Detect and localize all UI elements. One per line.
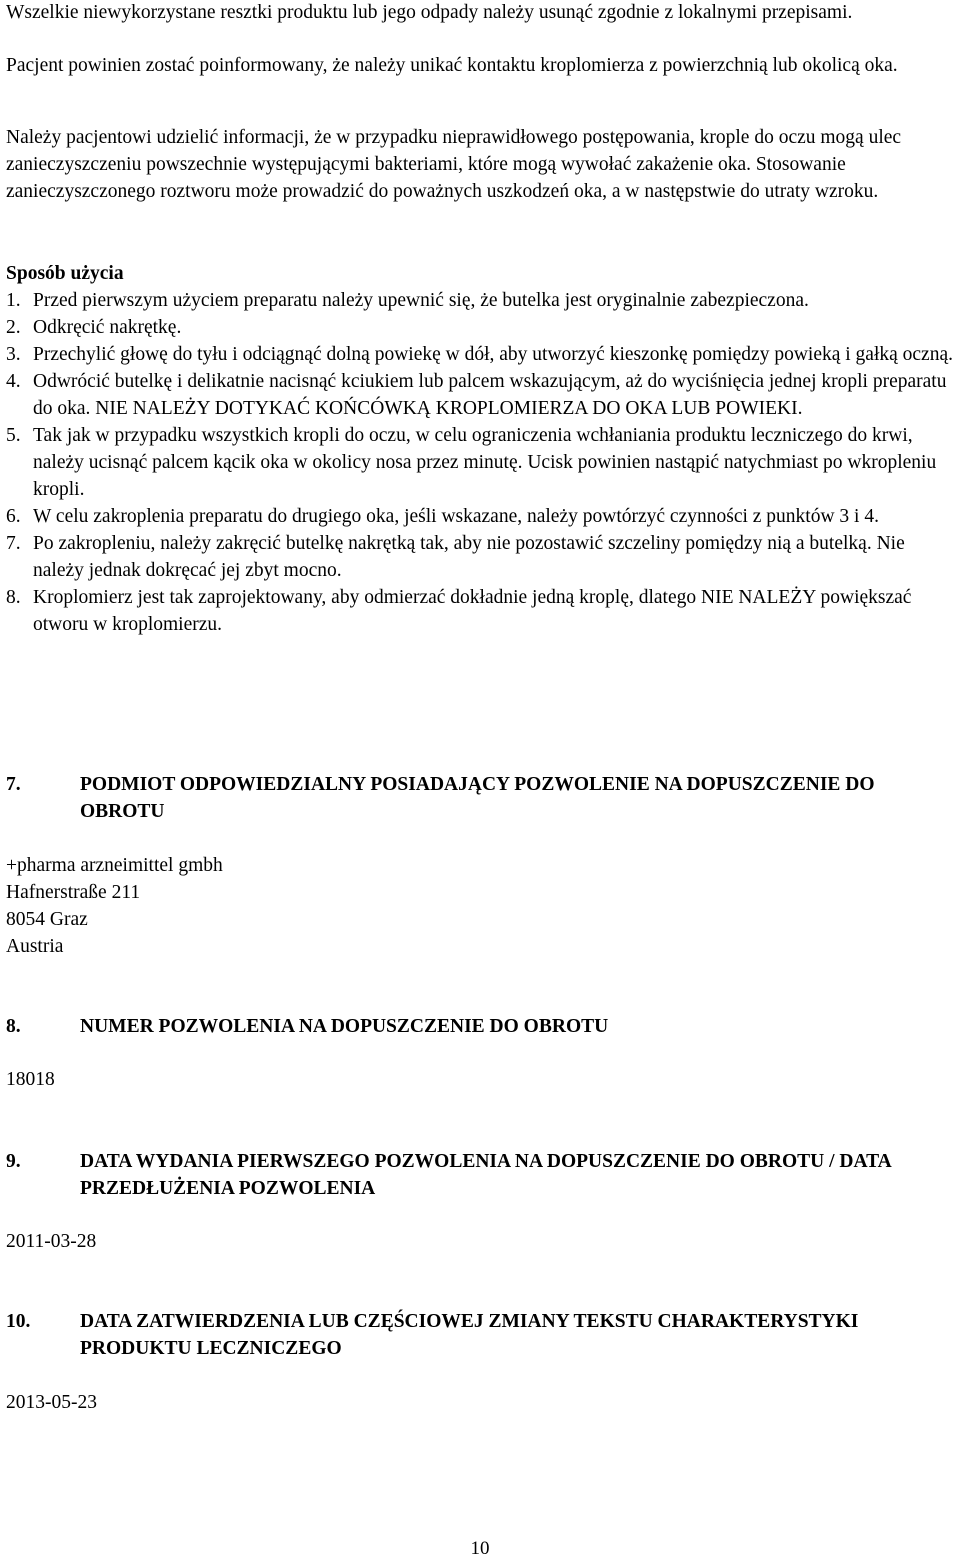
usage-step-6 <box>6 503 956 530</box>
section-number: 8. <box>6 1016 21 1037</box>
address-company: +pharma arzneimittel gmbh <box>6 855 223 876</box>
usage-step-3 <box>6 341 956 368</box>
step-number: 3. <box>6 344 21 365</box>
address-street: Hafnerstraße 211 <box>6 882 141 903</box>
disposal-paragraph <box>6 0 956 26</box>
step-text: Przechylić głowę do tyłu i odciągnąć dolną powiekę w dół, aby utworzyć kieszonkę pomiędzy powieką i gałką oczną. <box>33 344 953 365</box>
step-text: Odkręcić nakrętkę. <box>33 317 182 338</box>
usage-step-2 <box>6 314 956 341</box>
usage-instructions <box>6 260 956 638</box>
usage-step-8 <box>6 584 956 638</box>
section-number: 10. <box>6 1311 31 1332</box>
marketing-authorisation-holder-address <box>6 852 956 960</box>
section-number: 9. <box>6 1151 21 1172</box>
first-authorisation-date: 2011-03-28 <box>6 1231 97 1252</box>
usage-step-5 <box>6 422 956 503</box>
step-text: Odwrócić butelkę i delikatnie nacisnąć kciukiem lub palcem wskazującym, aż do wyciśnięcia jednej kropli preparatu do oka. NIE NALEŻY DOTYKAĆ KOŃCÓWKĄ KROPLOMIERZA DO OKA LUB POWIEKI. <box>33 371 947 419</box>
section-number: 7. <box>6 774 21 795</box>
step-text: W celu zakroplenia preparatu do drugiego oka, jeśli wskazane, należy powtórzyć czynności z punktów 3 i 4. <box>33 506 879 527</box>
usage-heading: Sposób użycia <box>6 263 124 284</box>
dropper-contact-text: Pacjent powinien zostać poinformowany, że należy unikać kontaktu kroplomierza z powierzchnią lub okolicą oka. <box>6 55 898 76</box>
contamination-text: Należy pacjentowi udzielić informacji, że w przypadku nieprawidłowego postępowania, krople do oczu mogą ulec zanieczyszczeniu powszechnie występującymi bakteriami, które mogą wywołać zakażenie oka. Stosowanie zanieczyszczonego roztworu może prowadzić do poważnych uszkodzeń oka, a w następstwie do utraty wzroku. <box>6 127 902 202</box>
step-text: Przed pierwszym użyciem preparatu należy upewnić się, że butelka jest oryginalnie zabezpieczona. <box>33 290 809 311</box>
section-8-heading <box>6 1013 956 1040</box>
disposal-text: Wszelkie niewykorzystane resztki produktu lub jego odpady należy usunąć zgodnie z lokalnymi przepisami. <box>6 2 853 23</box>
page-number: 10 <box>470 1538 490 1559</box>
authorisation-number: 18018 <box>6 1069 55 1090</box>
section-10-heading <box>6 1308 956 1362</box>
usage-step-4 <box>6 368 956 422</box>
usage-step-7 <box>6 530 956 584</box>
section-7-heading <box>6 771 956 825</box>
section-title: PODMIOT ODPOWIEDZIALNY POSIADAJĄCY POZWOLENIE NA DOPUSZCZENIE DO OBROTU <box>80 774 875 822</box>
step-number: 7. <box>6 533 21 554</box>
step-text: Kroplomierz jest tak zaprojektowany, aby odmierzać dokładnie jedną kroplę, dlatego NIE NALEŻY powiększać otworu w kroplomierzu. <box>33 587 912 635</box>
step-text: Po zakropleniu, należy zakręcić butelkę nakrętką tak, aby nie pozostawić szczeliny pomiędzy nią a butelką. Nie należy jednak dokręcać jej zbyt mocno. <box>33 533 905 581</box>
text-revision-date: 2013-05-23 <box>6 1392 97 1413</box>
step-number: 2. <box>6 317 21 338</box>
address-city: 8054 Graz <box>6 909 88 930</box>
section-title: NUMER POZWOLENIA NA DOPUSZCZENIE DO OBROTU <box>80 1016 609 1037</box>
usage-step-1 <box>6 287 956 314</box>
section-title: DATA ZATWIERDZENIA LUB CZĘŚCIOWEJ ZMIANY TEKSTU CHARAKTERYSTYKI PRODUKTU LECZNICZEGO <box>80 1311 859 1359</box>
step-text: Tak jak w przypadku wszystkich kropli do oczu, w celu ograniczenia wchłaniania produktu leczniczego do krwi, należy ucisnąć palcem kącik oka w okolicy nosa przez minutę. Ucisk powinien nastąpić natychmiast po wkropleniu kropli. <box>33 425 937 500</box>
step-number: 8. <box>6 587 21 608</box>
dropper-contact-paragraph <box>6 52 956 79</box>
address-country: Austria <box>6 936 64 957</box>
section-9-heading <box>6 1148 956 1202</box>
step-number: 5. <box>6 425 21 446</box>
contamination-paragraph <box>6 124 956 205</box>
step-number: 1. <box>6 290 21 311</box>
step-number: 4. <box>6 371 21 392</box>
step-number: 6. <box>6 506 21 527</box>
section-title: DATA WYDANIA PIERWSZEGO POZWOLENIA NA DOPUSZCZENIE DO OBROTU / DATA PRZEDŁUŻENIA POZWOLENIA <box>80 1151 891 1199</box>
